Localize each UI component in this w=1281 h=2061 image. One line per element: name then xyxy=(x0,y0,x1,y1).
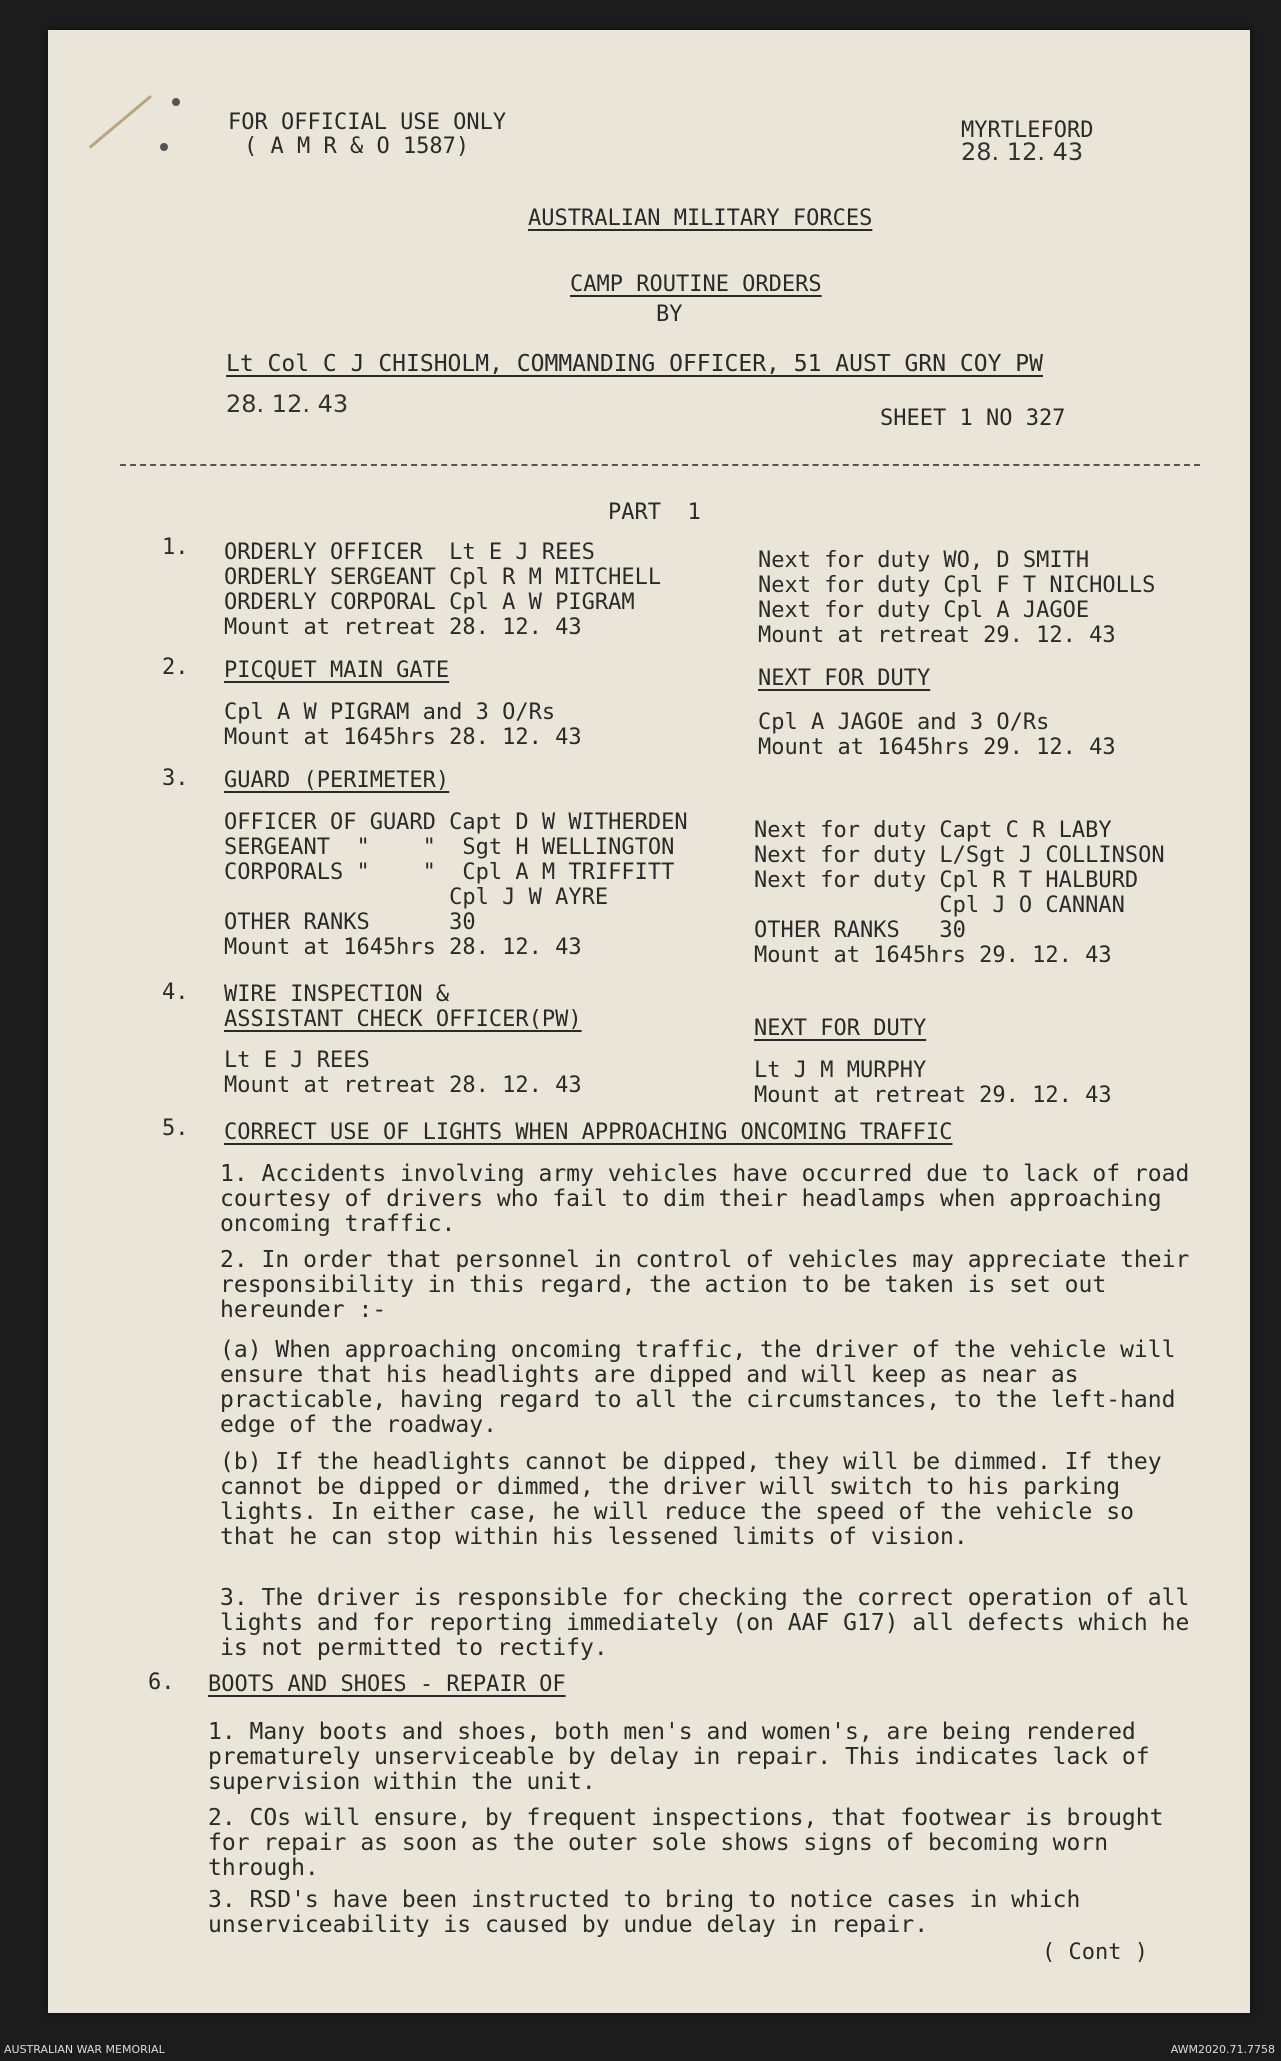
next-duty-line: Next for duty WO, D SMITH xyxy=(758,548,1090,573)
section-heading: CORRECT USE OF LIGHTS WHEN APPROACHING ONCOMING TRAFFIC xyxy=(224,1120,953,1145)
paragraph: 2. COs will ensure, by frequent inspections, that footwear is brought for repair as soon as the outer sole shows signs of becoming worn through. xyxy=(208,1805,1164,1881)
paragraph: 2. In order that personnel in control of vehicles may appreciate their responsibility in this regard, the action to be taken is set out hereunder :- xyxy=(220,1247,1190,1323)
next-duty-line: Lt J M MURPHY xyxy=(754,1058,927,1083)
section-heading: BOOTS AND SHOES - REPAIR OF xyxy=(208,1672,566,1697)
paragraph: (a) When approaching oncoming traffic, the driver of the vehicle will ensure that his headlights are dipped and will keep as near as practicable, having regard to all the circumstances, to the left-hand edge of the roadway. xyxy=(220,1337,1176,1438)
section-heading: PICQUET MAIN GATE xyxy=(224,658,450,683)
duty-line: CORPORALS " " Cpl A M TRIFFITT xyxy=(224,860,675,885)
divider xyxy=(120,464,1200,466)
duty-line: Lt E J REES xyxy=(224,1048,370,1073)
next-duty-line: Next for duty Cpl F T NICHOLLS xyxy=(758,573,1156,598)
paragraph: 1. Accidents involving army vehicles have occurred due to lack of road courtesy of drivers who fail to dim their headlamps when approaching oncoming traffic. xyxy=(220,1161,1190,1237)
item-number: 4. xyxy=(162,980,189,1005)
part-heading: PART 1 xyxy=(608,500,701,525)
paragraph: 3. RSD's have been instructed to bring to notice cases in which unserviceability is caused by undue delay in repair. xyxy=(208,1887,1081,1938)
document-page xyxy=(48,30,1250,2013)
item-number: 2. xyxy=(162,655,189,680)
continued-label: ( Cont ) xyxy=(1042,1940,1148,1965)
header-date: 28. 12. 43 xyxy=(961,138,1084,166)
pin-hole xyxy=(172,98,180,106)
next-duty-line: Next for duty Cpl R T HALBURD xyxy=(754,868,1139,893)
archive-credit: AUSTRALIAN WAR MEMORIAL xyxy=(4,2043,165,2056)
next-duty-line: Mount at 1645hrs 29. 12. 43 xyxy=(754,943,1112,968)
duty-line: ORDERLY OFFICER Lt E J REES xyxy=(224,540,595,565)
sheet-number: SHEET 1 NO 327 xyxy=(880,406,1066,431)
section-heading: GUARD (PERIMETER) xyxy=(224,768,450,793)
commanding-officer: Lt Col C J CHISHOLM, COMMANDING OFFICER, 51 AUST GRN COY PW xyxy=(226,351,1043,377)
next-for-duty-heading: NEXT FOR DUTY xyxy=(754,1016,927,1041)
item-number: 1. xyxy=(162,535,189,560)
section-heading: WIRE INSPECTION & xyxy=(224,982,450,1007)
official-use-label: FOR OFFICIAL USE ONLY xyxy=(228,110,507,135)
archive-reference: AWM2020.71.7758 xyxy=(1170,2043,1275,2056)
next-duty-line: Next for duty L/Sgt J COLLINSON xyxy=(754,843,1165,868)
paragraph: 1. Many boots and shoes, both men's and women's, are being rendered prematurely unserviceable by delay in repair. This indicates lack of supervision within the unit. xyxy=(208,1719,1150,1795)
next-duty-line: Cpl A JAGOE and 3 O/Rs xyxy=(758,710,1050,735)
orders-by: BY xyxy=(656,302,683,327)
place-name: MYRTLEFORD xyxy=(961,118,1094,143)
reference-number: ( A M R & O 1587) xyxy=(244,134,470,159)
next-for-duty-heading: NEXT FOR DUTY xyxy=(758,666,931,691)
duty-line: ORDERLY SERGEANT Cpl R M MITCHELL xyxy=(224,565,662,590)
next-duty-line: Cpl J O CANNAN xyxy=(754,893,1125,918)
next-duty-line: Next for duty Cpl A JAGOE xyxy=(758,598,1090,623)
item-number: 6. xyxy=(148,1670,175,1695)
forces-title: AUSTRALIAN MILITARY FORCES xyxy=(528,206,873,231)
next-duty-line: Next for duty Capt C R LABY xyxy=(754,818,1112,843)
paragraph: 3. The driver is responsible for checking the correct operation of all lights and for reporting immediately (on AAF G17) all defects which he is not permitted to rectify. xyxy=(220,1585,1190,1661)
next-duty-line: Mount at 1645hrs 29. 12. 43 xyxy=(758,735,1116,760)
pin-scratch xyxy=(89,95,152,149)
duty-line: Cpl J W AYRE xyxy=(224,885,609,910)
duty-line: OTHER RANKS 30 xyxy=(224,910,476,935)
duty-line: SERGEANT " " Sgt H WELLINGTON xyxy=(224,835,675,860)
section-heading: ASSISTANT CHECK OFFICER(PW) xyxy=(224,1007,582,1032)
orders-title: CAMP ROUTINE ORDERS xyxy=(570,272,822,297)
item-number: 5. xyxy=(162,1116,189,1141)
next-duty-line: Mount at retreat 29. 12. 43 xyxy=(758,623,1116,648)
pin-hole xyxy=(160,143,168,151)
item-number: 3. xyxy=(162,766,189,791)
next-duty-line: OTHER RANKS 30 xyxy=(754,918,966,943)
duty-line: Mount at retreat 28. 12. 43 xyxy=(224,1073,582,1098)
duty-line: Mount at 1645hrs 28. 12. 43 xyxy=(224,935,582,960)
orders-date: 28. 12. 43 xyxy=(226,390,349,418)
duty-line: Cpl A W PIGRAM and 3 O/Rs xyxy=(224,700,556,725)
duty-line: ORDERLY CORPORAL Cpl A W PIGRAM xyxy=(224,590,635,615)
duty-line: OFFICER OF GUARD Capt D W WITHERDEN xyxy=(224,810,688,835)
next-duty-line: Mount at retreat 29. 12. 43 xyxy=(754,1083,1112,1108)
duty-line: Mount at retreat 28. 12. 43 xyxy=(224,615,582,640)
duty-line: Mount at 1645hrs 28. 12. 43 xyxy=(224,725,582,750)
paragraph: (b) If the headlights cannot be dipped, they will be dimmed. If they cannot be dipped or dimmed, the driver will switch to his parking lights. In either case, he will reduce the speed of the vehicle so that he can stop within his lessened limits of vision. xyxy=(220,1449,1162,1550)
